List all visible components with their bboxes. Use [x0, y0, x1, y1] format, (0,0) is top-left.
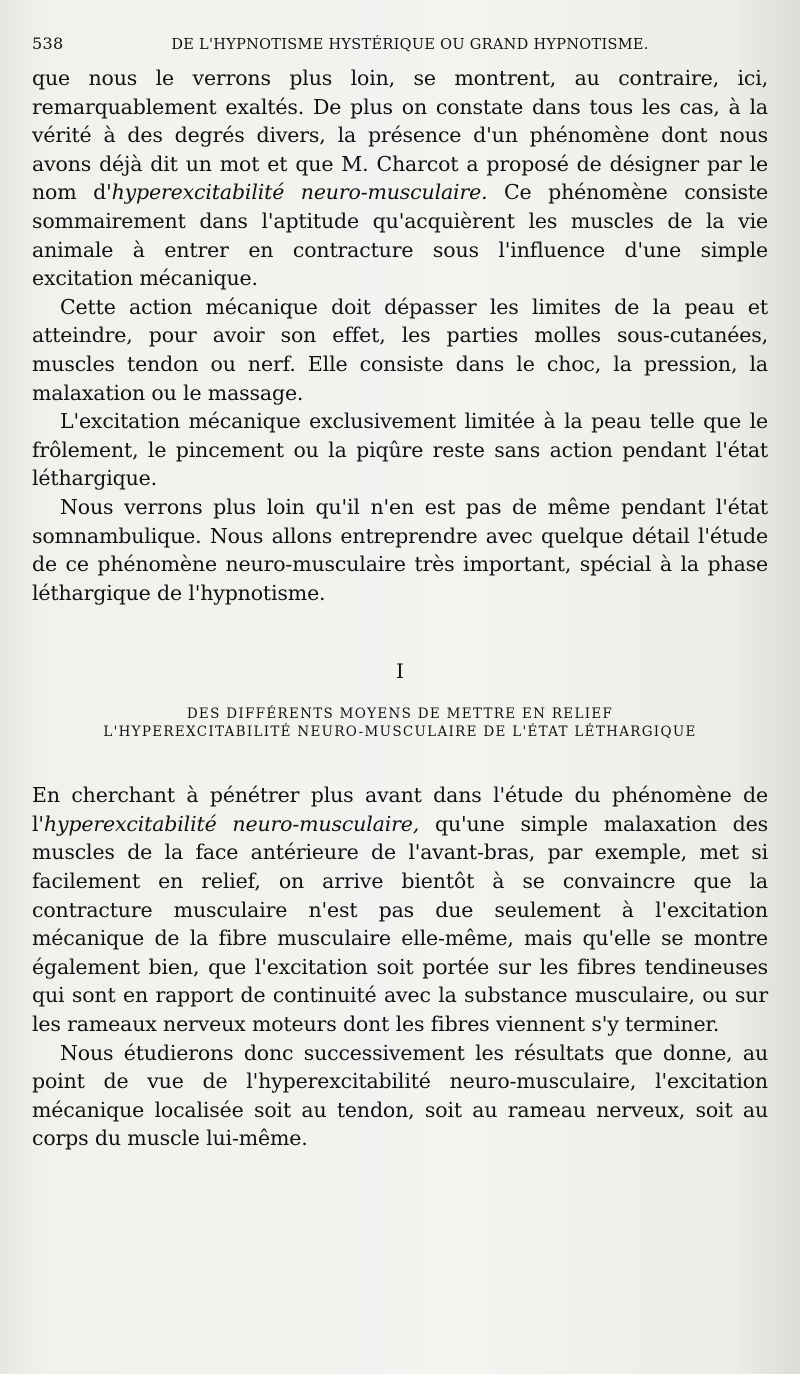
paragraph [32, 64, 768, 293]
main-text [32, 64, 768, 607]
section-text [32, 781, 768, 1153]
paragraph [32, 1039, 768, 1153]
page-content [32, 34, 768, 1153]
text-run: Ce phénomène consiste sommairement dans l'aptitude qu'acquièrent les muscles de la vie animale à entrer en contracture sous l'influence d'une simple excitation mécanique. [32, 180, 769, 291]
text-run: Nous verrons plus loin qu'il n'en est pas de même pendant l'état somnambulique. Nous allons entreprendre avec quelque détail l'étude de ce phénomène neuro-musculaire très important, spécial à la phase léthargique de l'hypnotisme. [32, 494, 768, 605]
paragraph [32, 493, 768, 607]
text-run: Nous étudierons donc successivement les résultats que donne, au point de vue de l'hyperexcitabilité neuro-musculaire, l'excitation mécanique localisée soit au tendon, soit au rameau nerveux, soit au corps du muscle lui-même. [32, 1040, 768, 1151]
running-head [32, 34, 768, 64]
section-title-line-2: L'HYPEREXCITABILITÉ NEURO-MUSCULAIRE DE L'ÉTAT LÉTHARGIQUE [103, 724, 697, 741]
italic-term: hyperexcitabilité neuro-musculaire, [43, 811, 420, 836]
section-number: I [396, 659, 404, 684]
running-title: DE L'HYPNOTISME HYSTÉRIQUE OU GRAND HYPNOTISME. [171, 37, 649, 53]
text-run: Cette action mécanique doit dépasser les limites de la peau et atteindre, pour avoir son effet, les parties molles sous-cutanées, muscles tendon ou nerf. Elle consiste dans le choc, la pression, la malaxation ou le massage. [32, 294, 768, 405]
paragraph [32, 293, 768, 407]
text-run: que nous le verrons plus loin, se montrent, au contraire, ici, remarquablement exaltés. De plus on constate dans tous les cas, à la vérité à des degrés divers, la présence d'un phénomène dont nous avons déjà dit un mot et que M. Charcot a proposé de désigner par le nom d' [32, 66, 768, 205]
text-run: En cherchant à pénétrer plus avant dans l'étude du phénomène de l' [32, 783, 768, 836]
text-run: qu'une simple malaxation des muscles de la face antérieure de l'avant-bras, par exemple, met si facilement en relief, on arrive bientôt à se convaincre que la contracture musculaire n'est pas due seulement à l'excitation mécanique de la fibre musculaire elle-même, mais qu'elle se montre également bien, que l'excitation soit portée sur les fibres tendineuses qui sont en rapport de continuité avec la substance musculaire, ou sur les rameaux nerveux moteurs dont les fibres viennent s'y terminer. [32, 811, 768, 1037]
text-run: L'excitation mécanique exclusivement limitée à la peau telle que le frôlement, le pincement ou la piqûre reste sans action pendant l'état léthargique. [32, 409, 768, 491]
section-title-line-1: DES DIFFÉRENTS MOYENS DE METTRE EN RELIEF [186, 706, 614, 723]
paragraph [32, 407, 768, 493]
page-number: 538 [32, 34, 64, 53]
italic-term: hyperexcitabilité neuro-musculaire. [111, 180, 488, 205]
section-heading [32, 659, 768, 741]
paragraph [32, 781, 768, 1038]
